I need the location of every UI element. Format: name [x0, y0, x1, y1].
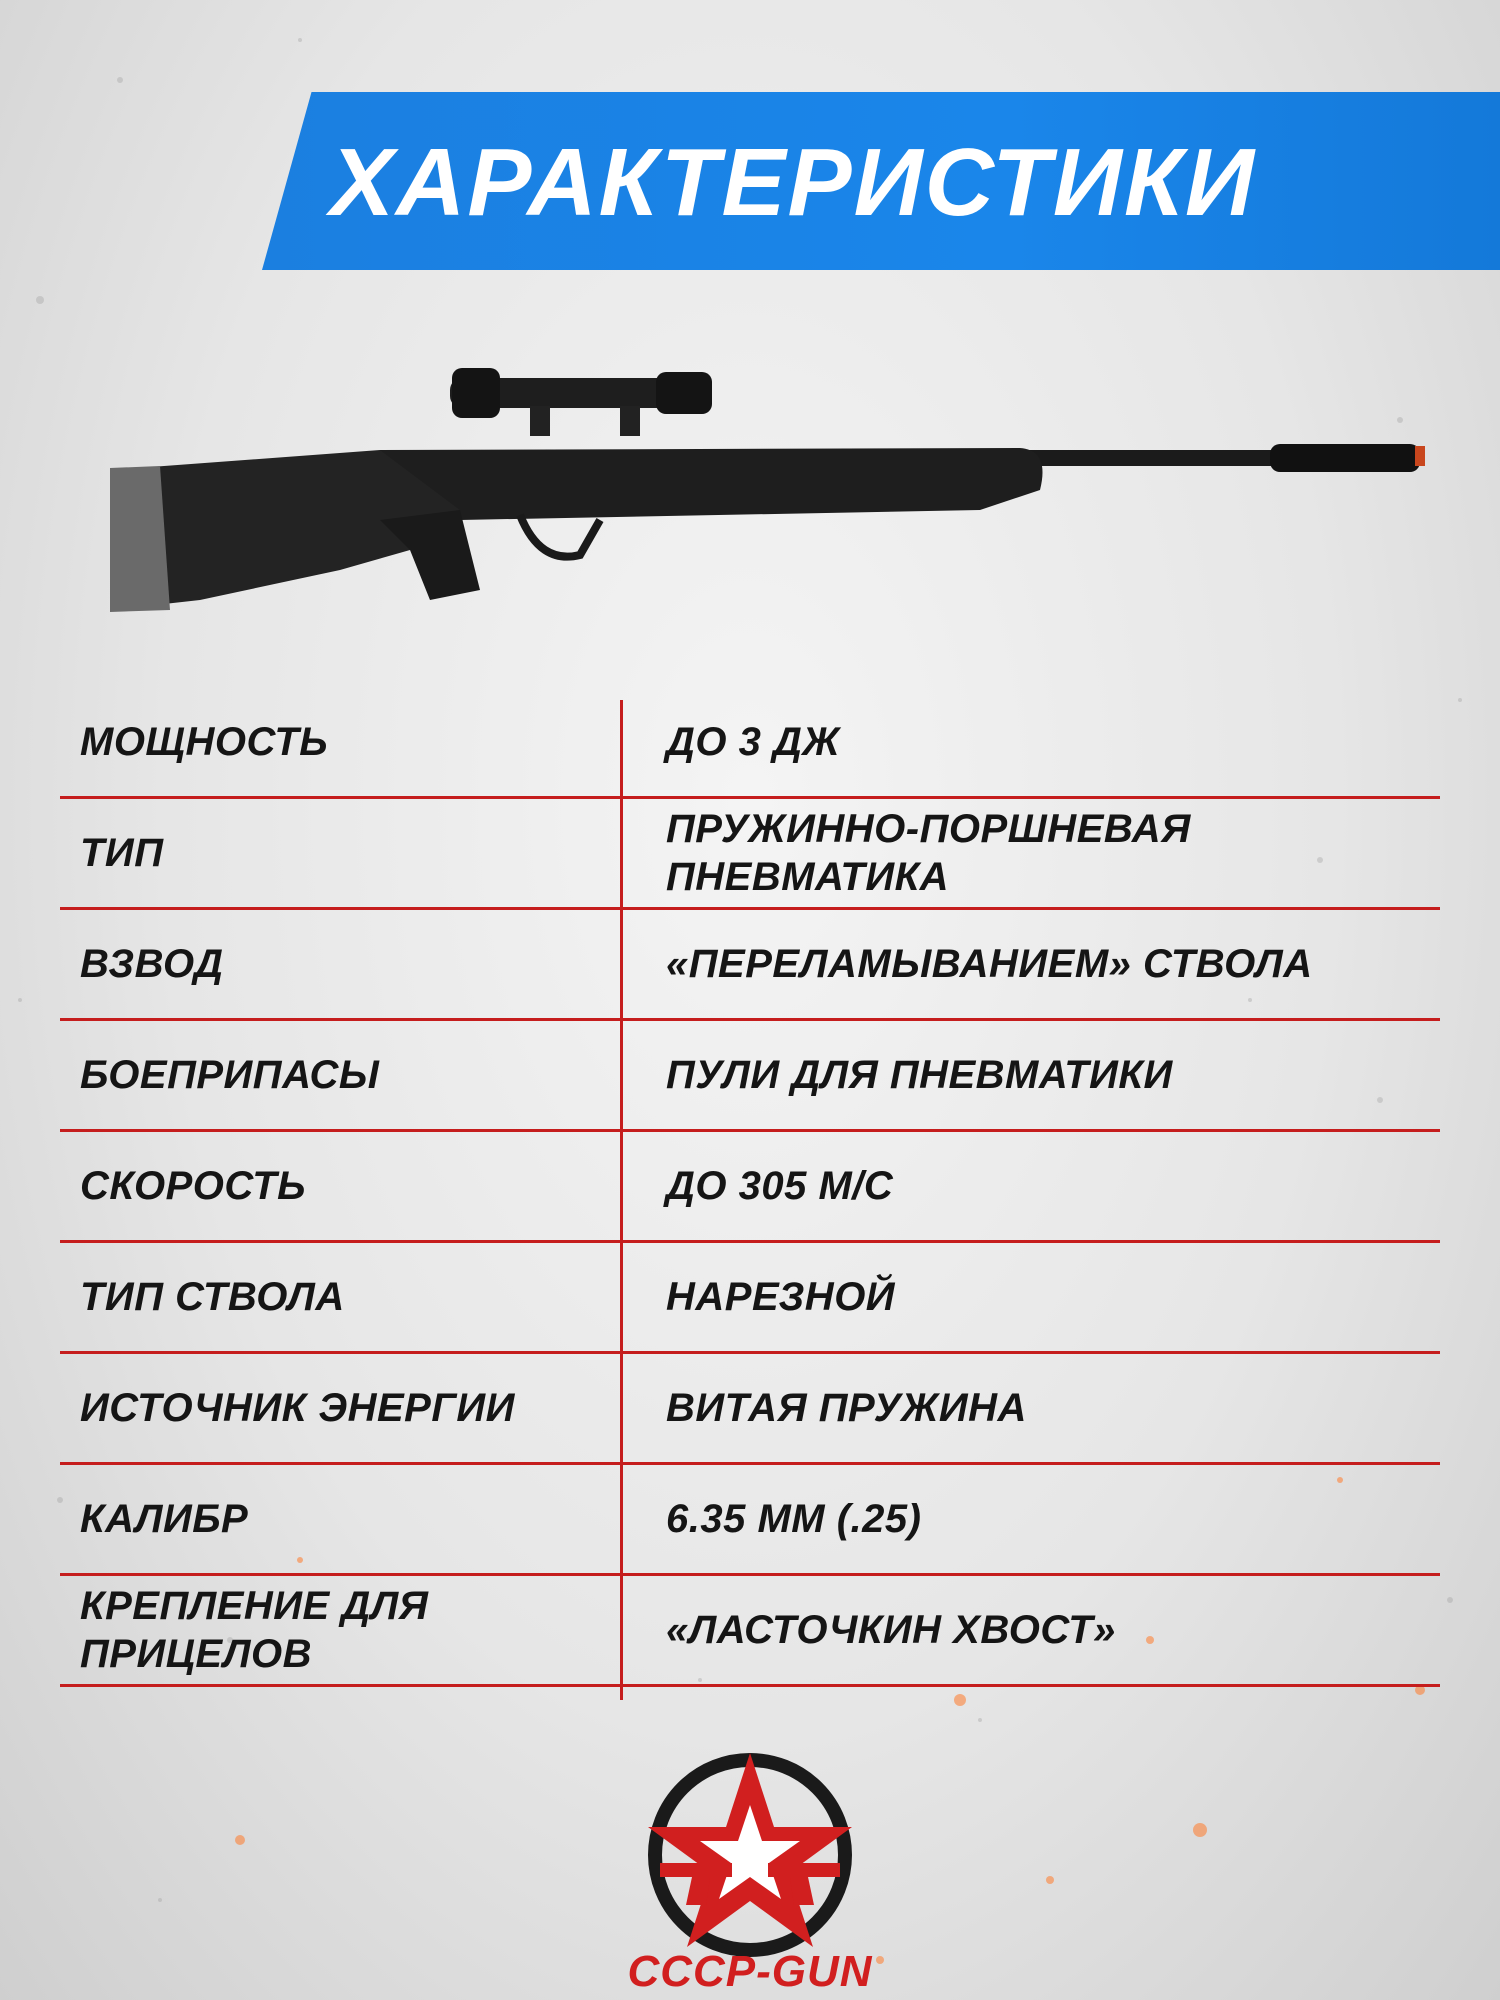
spec-value: 6.35 ММ (.25): [666, 1497, 922, 1541]
spec-row-energy-source: [60, 1354, 1440, 1465]
spec-value: ПРУЖИННО-ПОРШНЕВАЯ ПНЕВМАТИКА: [666, 807, 1191, 899]
spec-label: СКОРОСТЬ: [80, 1164, 306, 1208]
spec-label: ИСТОЧНИК ЭНЕРГИИ: [80, 1386, 515, 1430]
spec-value: «ЛАСТОЧКИН ХВОСТ»: [666, 1608, 1116, 1652]
spec-label: КРЕПЛЕНИЕ ДЛЯ ПРИЦЕЛОВ: [80, 1584, 429, 1676]
spec-label: КАЛИБР: [80, 1497, 249, 1541]
spec-value: ДО 3 ДЖ: [666, 720, 840, 764]
spec-label: ТИП: [80, 831, 164, 875]
air-rifle-with-scope-image: [80, 350, 1460, 630]
spec-row-cocking: [60, 910, 1440, 1021]
spec-row-speed: [60, 1132, 1440, 1243]
spec-row-barrel-type: [60, 1243, 1440, 1354]
spec-value: ВИТАЯ ПРУЖИНА: [666, 1386, 1027, 1430]
spec-row-type: [60, 799, 1440, 910]
spec-row-caliber: [60, 1465, 1440, 1576]
spec-value: ДО 305 М/С: [666, 1164, 894, 1208]
spec-row-power: [60, 688, 1440, 799]
spec-label: ТИП СТВОЛА: [80, 1275, 345, 1319]
spec-row-mount: [60, 1576, 1440, 1687]
spec-label: БОЕПРИПАСЫ: [80, 1053, 380, 1097]
spec-label: МОЩНОСТЬ: [80, 720, 329, 764]
page-title: ХАРАКТЕРИСТИКИ: [330, 129, 1257, 236]
spec-value: НАРЕЗНОЙ: [666, 1275, 896, 1319]
spec-value: «ПЕРЕЛАМЫВАНИЕМ» СТВОЛА: [666, 942, 1313, 986]
spec-row-ammo: [60, 1021, 1440, 1132]
spec-value: ПУЛИ ДЛЯ ПНЕВМАТИКИ: [666, 1053, 1173, 1097]
specs-table: [60, 688, 1440, 1687]
spec-label: ВЗВОД: [80, 942, 224, 986]
brand-name: СССР-GUN: [627, 1947, 873, 1996]
